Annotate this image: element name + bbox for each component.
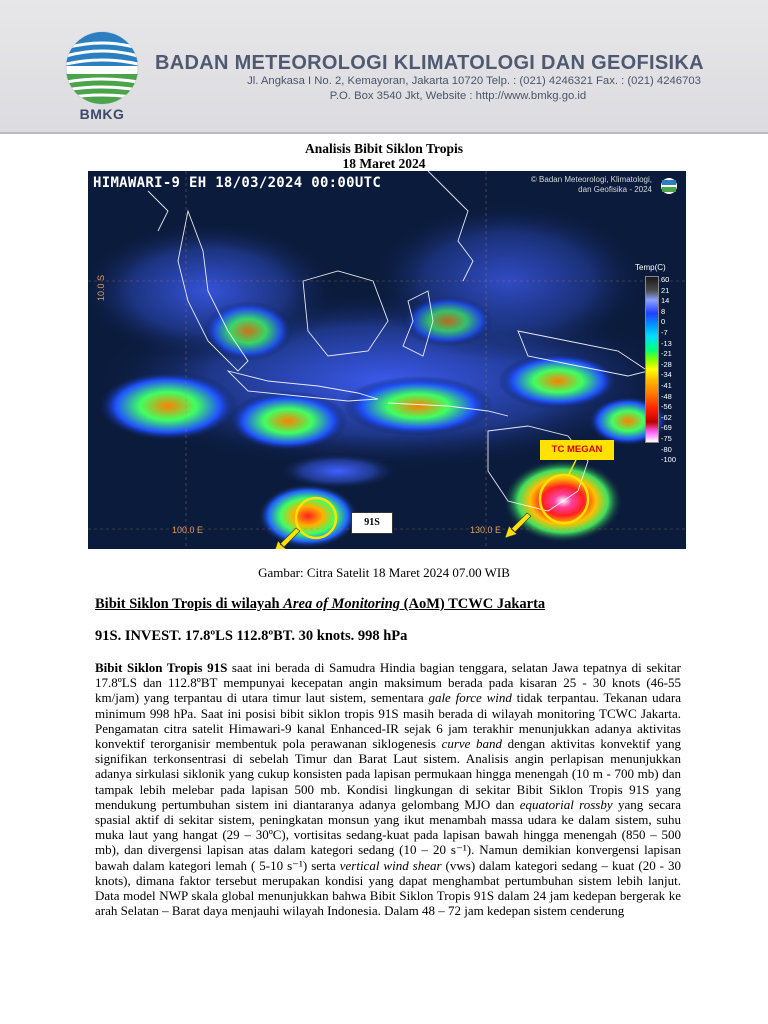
body-paragraph: Bibit Siklon Tropis 91S saat ini berada di Samudra Hindia bagian tenggara, selatan Jawa tepatnya di sekitar 17.8ºLS dan 112.8ºBT mempunyai kecepatan angin maksimum berada pada kisaran 25 - 30 knots (46-55 km/jam) yang terpantau di utara timur laut sistem, sementara gale force wind tidak terpantau. Tekanan udara minimum 998 hPa. Saat ini posisi bibit siklon tropis 91S masih berada di wilayah monitoring TCWC Jakarta. Pengamatan citra satelit Himawari-9 kanal Enhanced-IR sejak 6 jam terakhir menunjukkan adanya aktivitas konvektif terorganisir membentuk pola perawanan siklogenesis curve band dengan aktivitas konvektif yang signifikan terkonsentrasi di sebelah Timur dan Barat Laut sistem. Analisis angin perlapisan menunjukkan adanya sirkulasi siklonik yang cukup konsisten pada lapisan permukaan hingga menengah (10 m - 700 mb) dan tampak lebih melebar pada lapisan 500 mb. Kondisi lingkungan di sekitar Bibit Siklon Tropis 91S yang mendukung pertumbuhan sistem ini diantaranya adanya gelombang MJO dan equatorial rossby yang secara spasial aktif di sekitar sistem, peningkatan monsun yang ikut menambah massa udara ke dalam sistem, suhu muka laut yang hangat (29 – 30ºC), vortisitas sedang-kuat pada lapisan bawah hingga menengah (850 – 500 mb), dan divergensi lapisan atas dalam kategori sedang (10 – 20 s⁻¹). Namun demikian konvergensi lapisan bawah dalam kategori lemah ( 5-10 s⁻¹) serta vertical wind shear (vws) dalam kategori sedang – kuat (20 - 30 knots), dimana faktor tersebut merupakan kondisi yang dapat menghambat pertumbuhan sistem lebih lanjut. Data model NWP skala global menunjukkan bahwa Bibit Siklon Tropis 91S dalam 24 jam kedepan bergerak ke arah Selatan – Barat daya menjauhi wilayah Indonesia. Dalam 48 – 72 jam kedepan sistem cenderung [95,660,681,919]
system-heading: 91S. INVEST. 17.8ºLS 112.8ºBT. 30 knots. 998 hPa [95,628,408,644]
latitude-label: 10.0 S [96,274,106,301]
satellite-header: HIMAWARI-9 EH 18/03/2024 00:00UTC [93,175,382,191]
document-title: Analisis Bibit Siklon Tropis [305,141,463,156]
temperature-colorbar [645,276,659,443]
organization-po-box: P.O. Box 3540 Jkt, Website : http://www.bmkg.go.id [329,90,587,102]
logo-text: BMKG [79,106,125,122]
colorbar-value: -80 [661,444,672,454]
satellite-credit: © Badan Meteorologi, Klimatologi, dan Geofisika - 2024 [530,175,652,194]
satellite-map-graphic [88,171,686,549]
colorbar-title: Temp(C) [635,263,666,272]
longitude-label: 100.0 E [172,525,204,535]
tc-megan-label: TC MEGAN [540,440,614,460]
colorbar-value: -100 [661,455,677,465]
bmkg-mini-logo-icon [660,177,678,195]
image-caption: Gambar: Citra Satelit 18 Maret 2024 07.00 WIB [258,565,510,580]
colorbar-labels: 60 21 14 8 0 -7 -13 -21 -28 -34 -41 -48 -56 -62 -69 -75 -80 -100 [661,275,683,466]
organization-name: BADAN METEOROLOGI KLIMATOLOGI DAN GEOFISIKA [155,52,704,74]
organization-address: Jl. Angkasa I No. 2, Kemayoran, Jakarta 10720 Telp. : (021) 4246321 Fax. : (021) 4246703 [247,75,701,87]
satellite-image [88,171,686,549]
longitude-label: 130.0 E [470,525,502,535]
section-heading: Bibit Siklon Tropis di wilayah Area of Monitoring (AoM) TCWC Jakarta [95,596,546,612]
letterhead [0,0,768,134]
document-date: 18 Maret 2024 [342,156,426,171]
invest-91s-label: 91S [351,512,393,534]
